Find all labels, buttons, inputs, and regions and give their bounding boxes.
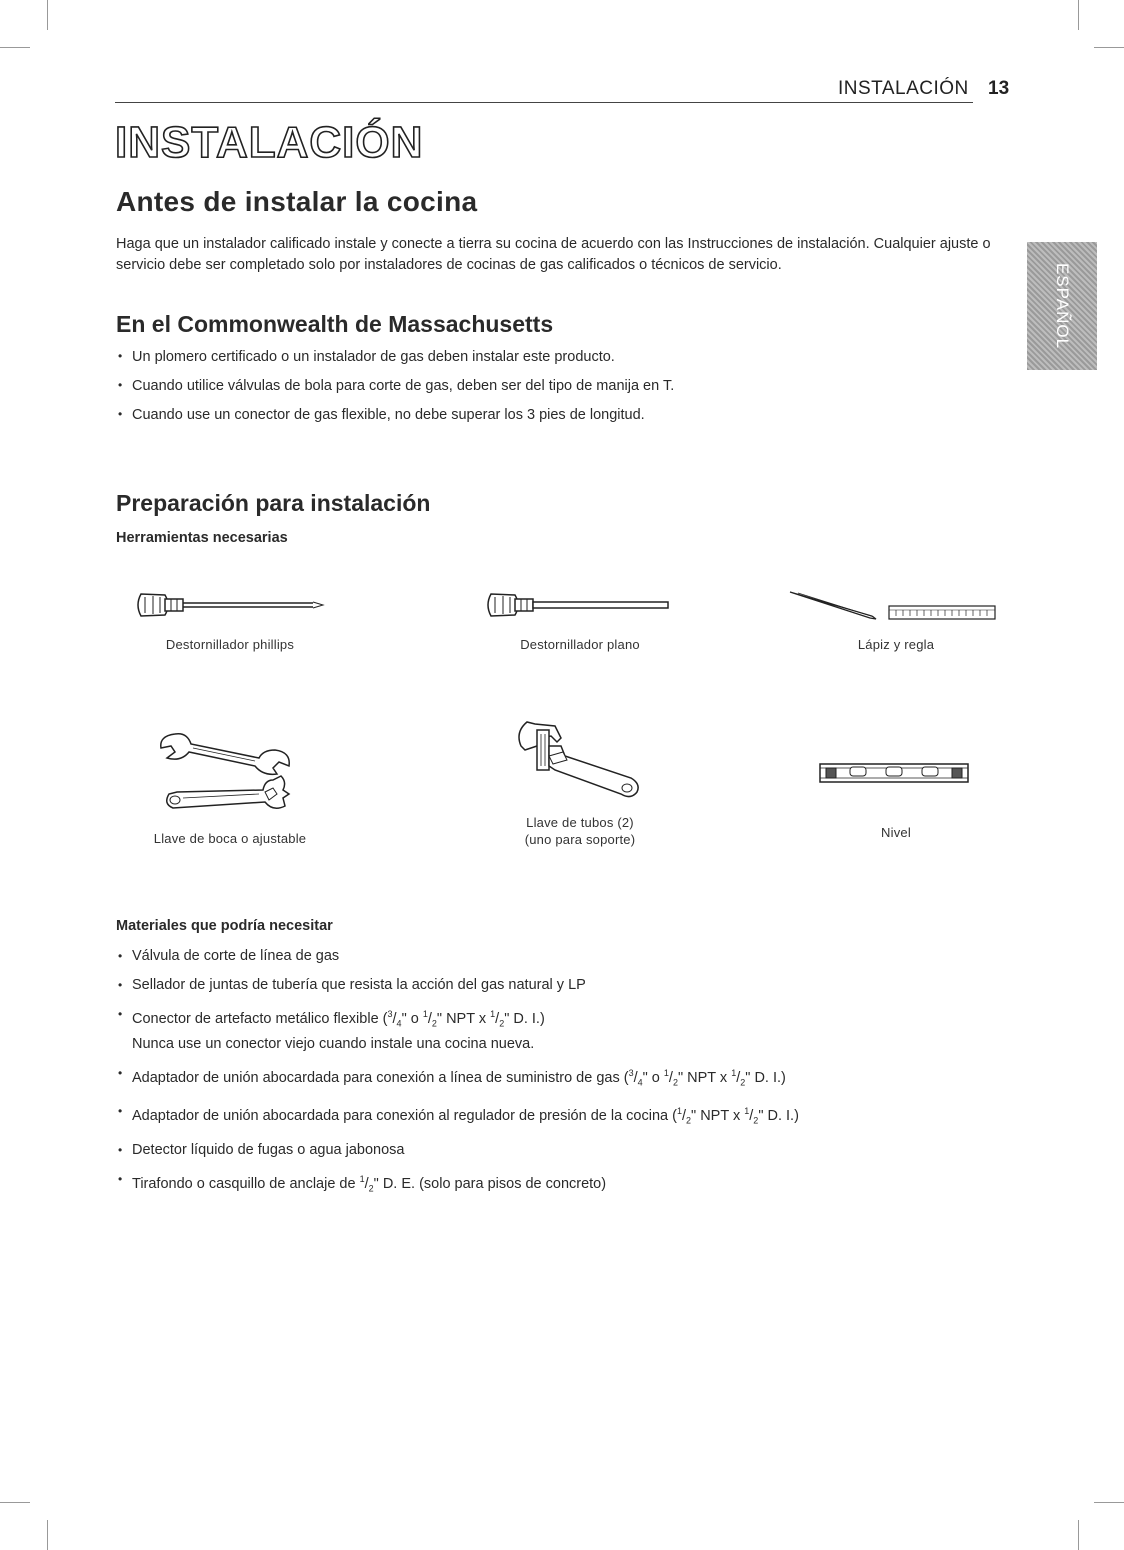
language-tab-label: ESPAÑOL [1053, 262, 1072, 350]
crop-mark [1094, 47, 1124, 48]
tool-item [80, 728, 380, 847]
tool-label: Lápiz y regla [857, 637, 935, 652]
list-item: • Conector de artefacto metálico flexible ($^3/_4$" o $^1/_2$" NPT x $^1/_2$" D. I.) Nunca use un conector viejo cuando instale una cocina nueva. [116, 1004, 799, 1054]
tool-label: Nivel [881, 825, 911, 840]
section-heading-preparation: Preparación para instalación [116, 490, 431, 516]
pipe-wrench-icon [515, 716, 645, 802]
tools-heading: Herramientas necesarias [116, 530, 288, 546]
tool-item [746, 588, 1046, 653]
tool-item [80, 588, 380, 653]
tool-label-note: (uno para soporte) [524, 832, 636, 847]
crop-mark [1094, 1502, 1124, 1503]
list-item: • Cuando utilice válvulas de bola para corte de gas, deben ser del tipo de manija en T. [116, 378, 674, 407]
tool-label: Llave de tubos (2) [526, 815, 634, 830]
list-item: • Válvula de corte de línea de gas [116, 946, 799, 966]
phillips-screwdriver-icon [135, 588, 325, 622]
page-title: INSTALACIÓN [115, 118, 424, 167]
list-item: • Cuando use un conector de gas flexible, no debe superar los 3 pies de longitud. [116, 407, 674, 436]
page-number: 13 [988, 78, 1010, 99]
tool-item [430, 588, 730, 653]
section-heading-massachusetts: En el Commonwealth de Massachusetts [116, 311, 554, 337]
tool-item [746, 758, 1046, 841]
pencil-ruler-icon [786, 588, 1006, 622]
materials-list [116, 946, 799, 1208]
crop-mark [1078, 1520, 1079, 1550]
crop-mark [1078, 0, 1079, 30]
intro-paragraph: Haga que un instalador calificado instale y conecte a tierra su cocina de acuerdo con las Instrucciones de instalación. Cualquier ajuste o servicio debe ser completado solo por instaladores de cocinas de gas calificados o técnicos de servicio. [116, 236, 991, 273]
list-item: • Adaptador de unión abocardada para conexión al regulador de presión de la cocina ($^1/_2$" NPT x $^1/_2$" D. I.) [116, 1101, 799, 1131]
level-icon [816, 758, 976, 788]
massachusetts-list [116, 349, 674, 436]
crop-mark [47, 1520, 48, 1550]
list-item: • Detector líquido de fugas o agua jabonosa [116, 1140, 799, 1160]
crop-mark [0, 1502, 30, 1503]
running-header-title: INSTALACIÓN [838, 78, 969, 99]
flat-screwdriver-icon [485, 588, 675, 622]
header-rule [115, 102, 973, 103]
section-heading-before: Antes de instalar la cocina [116, 186, 478, 217]
wrench-icon [155, 728, 305, 818]
list-item: • Un plomero certificado o un instalador de gas deben instalar este producto. [116, 349, 674, 378]
tool-label: Llave de boca o ajustable [153, 831, 307, 846]
crop-mark [47, 0, 48, 30]
tool-label: Destornillador plano [520, 637, 640, 652]
list-item: • Tirafondo o casquillo de anclaje de $^1/_2$" D. E. (solo para pisos de concreto) [116, 1169, 799, 1199]
crop-mark [0, 47, 30, 48]
list-item: • Adaptador de unión abocardada para conexión a línea de suministro de gas ($^3/_4$" o $^1/_2$" NPT x $^1/_2$" D. I.) [116, 1063, 799, 1093]
tool-item [430, 716, 730, 848]
tool-label: Destornillador phillips [165, 637, 295, 652]
materials-heading: Materiales que podría necesitar [116, 918, 333, 934]
list-item-note: Nunca use un conector viejo cuando instale una cocina nueva. [132, 1035, 535, 1052]
language-tab [1027, 242, 1097, 370]
list-item: • Sellador de juntas de tubería que resista la acción del gas natural y LP [116, 975, 799, 995]
